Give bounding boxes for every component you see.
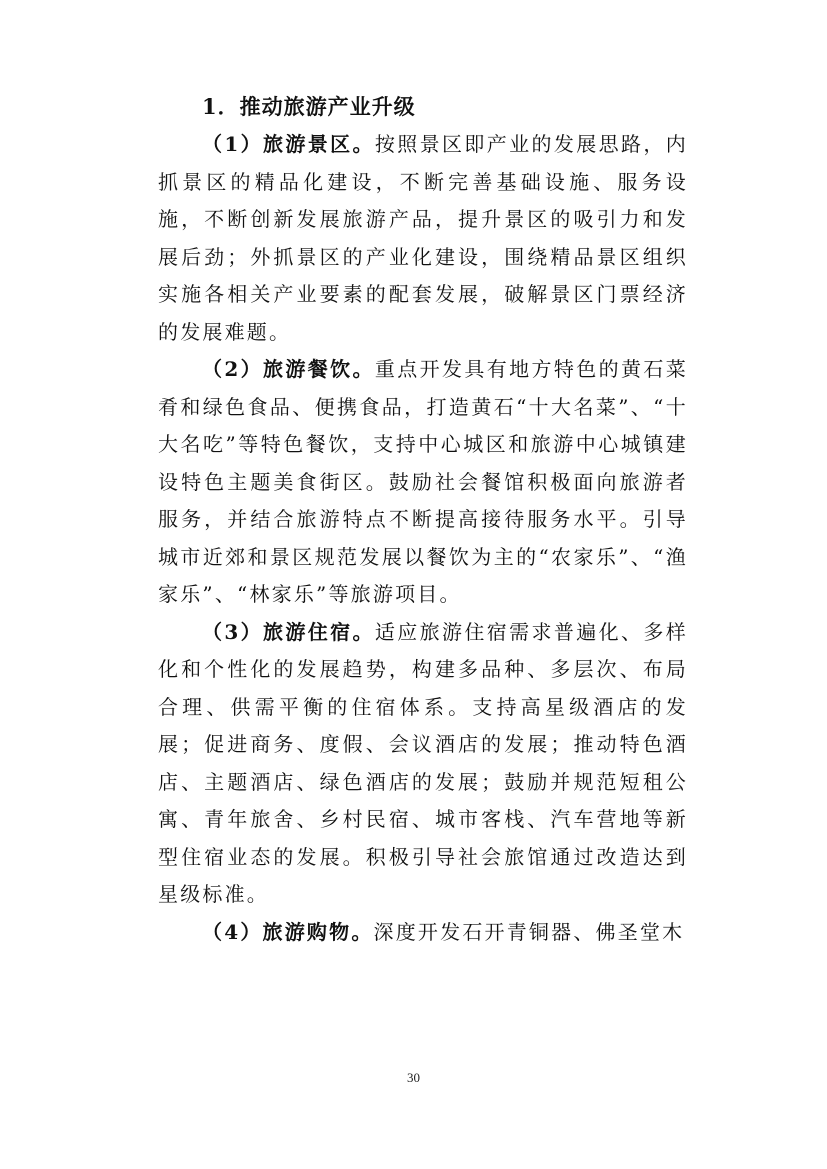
section-heading: 1．推动旅游产业升级 bbox=[202, 94, 416, 119]
paragraph-lead: （3）旅游住宿。 bbox=[202, 619, 375, 644]
paragraph-body: 适应旅游住宿需求普遍化、多样化和个性化的发展趋势，构建多品种、多层次、布局合理、供需平衡的住宿体系。支持高星级酒店的发展；促进商务、度假、会议酒店的发展；推动特色酒店、主题酒店、绿色酒店的发展；鼓励并规范短租公寓、青年旅舍、乡村民宿、城市客栈、汽车营地等新型住宿业态的发展。积极引导社会旅馆通过改造达到星级标准。 bbox=[158, 619, 688, 906]
paragraph-lead: （1）旅游景区。 bbox=[202, 132, 375, 156]
paragraph-tourism-catering bbox=[158, 351, 688, 614]
paragraph-lead: （4）旅游购物。 bbox=[202, 919, 374, 944]
paragraph-body: 按照景区即产业的发展思路，内抓景区的精品化建设，不断完善基础设施、服务设施，不断创新发展旅游产品，提升景区的吸引力和发展后劲；外抓景区的产业化建设，围绕精品景区组织实施各相关产业要素的配套发展，破解景区门票经济的发展难题。 bbox=[158, 132, 688, 344]
paragraph-tourism-shopping bbox=[158, 914, 688, 952]
paragraph-lead: （2）旅游餐饮。 bbox=[202, 357, 375, 381]
page-number: 30 bbox=[407, 1070, 420, 1085]
paragraph-body: 深度开发石开青铜器、佛圣堂木 bbox=[373, 919, 685, 944]
paragraph-body: 重点开发具有地方特色的黄石菜肴和绿色食品、便携食品，打造黄石“十大名菜”、“十大名吃”等特色餐饮，支持中心城区和旅游中心城镇建设特色主题美食街区。鼓励社会餐馆积极面向旅游者服务，并结合旅游特点不断提高接待服务水平。引导城市近郊和景区规范发展以餐饮为主的“农家乐”、“渔家乐”、“林家乐”等旅游项目。 bbox=[158, 357, 688, 606]
paragraph-tourism-accommodation bbox=[158, 614, 688, 914]
paragraph-tourist-attractions bbox=[158, 126, 688, 351]
document-body bbox=[158, 88, 688, 951]
